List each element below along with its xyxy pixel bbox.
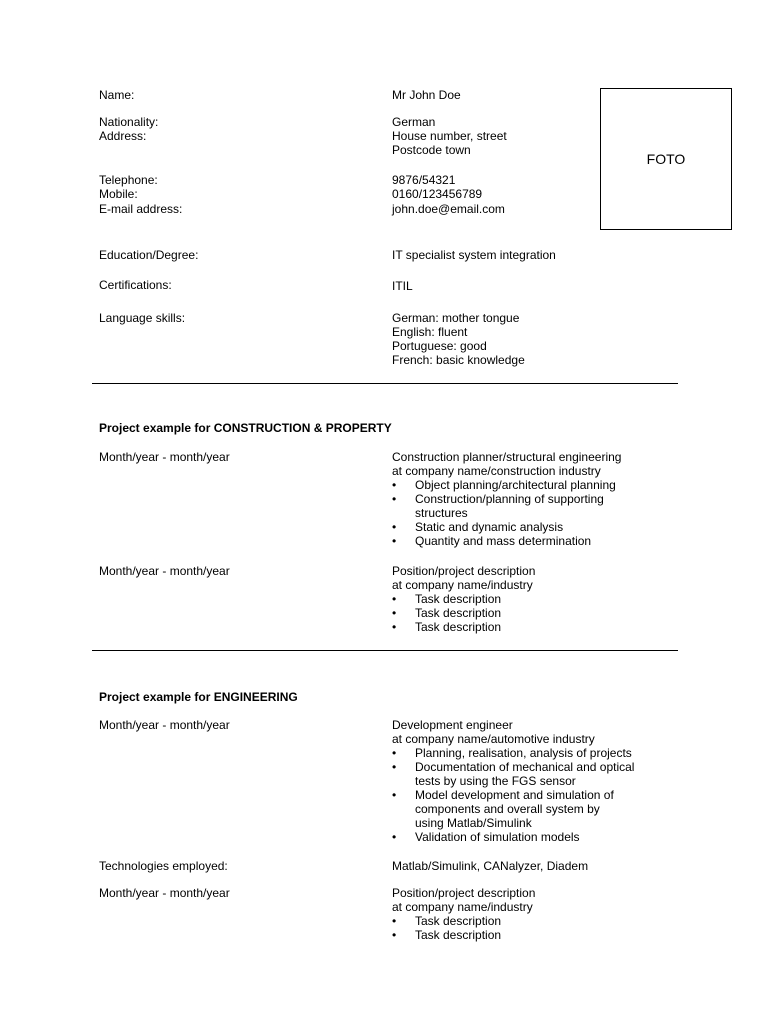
task-list: [392, 478, 652, 548]
section-heading-engineering: Project example for ENGINEERING: [99, 690, 298, 704]
name-value: Mr John Doe: [392, 88, 461, 102]
task-item: • Task description: [392, 914, 652, 928]
project-period: Month/year - month/year: [99, 886, 230, 900]
language-item: French: basic knowledge: [392, 353, 525, 367]
task-list: [392, 746, 662, 844]
project-company: at company name/industry: [392, 578, 533, 592]
project-details: [392, 718, 662, 844]
education-label: Education/Degree:: [99, 248, 199, 262]
task-list: [392, 592, 652, 634]
section-heading-construction: Project example for CONSTRUCTION & PROPERTY: [99, 421, 392, 435]
project-title: Development engineer: [392, 718, 513, 732]
task-item: • Validation of simulation models: [392, 830, 662, 844]
task-item: • Task description: [392, 592, 652, 606]
task-item: • Task description: [392, 606, 652, 620]
language-skills-label: Language skills:: [99, 311, 186, 325]
section-divider: [92, 650, 678, 651]
project-company: at company name/industry: [392, 900, 533, 914]
project-period: Month/year - month/year: [99, 450, 230, 464]
task-item: • Static and dynamic analysis: [392, 520, 652, 534]
task-item: • Quantity and mass determination: [392, 534, 652, 548]
mobile-label: Mobile:: [99, 187, 138, 201]
project-title: Position/project description: [392, 564, 536, 578]
address-line-1: House number, street: [392, 129, 507, 143]
nationality-value: German: [392, 115, 436, 129]
language-item: German: mother tongue: [392, 311, 520, 325]
address-value: [392, 129, 507, 157]
task-item: • Task description: [392, 928, 652, 942]
project-period: Month/year - month/year: [99, 718, 230, 732]
project-title: Construction planner/structural engineering: [392, 450, 622, 464]
project-title: Position/project description: [392, 886, 536, 900]
project-details: [392, 450, 652, 548]
email-value: john.doe@email.com: [392, 202, 505, 216]
photo-placeholder: [600, 88, 732, 230]
name-label: Name:: [99, 88, 135, 102]
project-company: at company name/automotive industry: [392, 732, 595, 746]
address-line-2: Postcode town: [392, 143, 471, 157]
task-item: • Task description: [392, 620, 652, 634]
telephone-label: Telephone:: [99, 173, 158, 187]
project-company: at company name/construction industry: [392, 464, 601, 478]
mobile-value: 0160/123456789: [392, 187, 483, 201]
project-details: [392, 886, 652, 942]
task-item: • Planning, realisation, analysis of projects: [392, 746, 662, 760]
language-skills-list: [392, 311, 525, 367]
certifications-value: ITIL: [392, 279, 413, 293]
photo-label: FOTO: [646, 151, 686, 167]
task-item: • Construction/planning of supporting structures: [392, 492, 625, 520]
task-item: • Object planning/architectural planning: [392, 478, 652, 492]
address-label: Address:: [99, 129, 147, 143]
language-item: Portuguese: good: [392, 339, 487, 353]
technologies-value: Matlab/Simulink, CANalyzer, Diadem: [392, 859, 589, 873]
nationality-label: Nationality:: [99, 115, 159, 129]
task-item: • Model development and simulation of components and overall system by using Matlab/Simulink: [392, 788, 627, 830]
certifications-label: Certifications:: [99, 278, 172, 292]
task-item: • Documentation of mechanical and optical tests by using the FGS sensor: [392, 760, 653, 788]
email-label: E-mail address:: [99, 202, 183, 216]
project-period: Month/year - month/year: [99, 564, 230, 578]
education-value: IT specialist system integration: [392, 248, 556, 262]
task-list: [392, 914, 652, 942]
language-item: English: fluent: [392, 325, 468, 339]
section-divider: [92, 383, 678, 384]
project-details: [392, 564, 652, 634]
telephone-value: 9876/54321: [392, 173, 456, 187]
technologies-label: Technologies employed:: [99, 859, 228, 873]
